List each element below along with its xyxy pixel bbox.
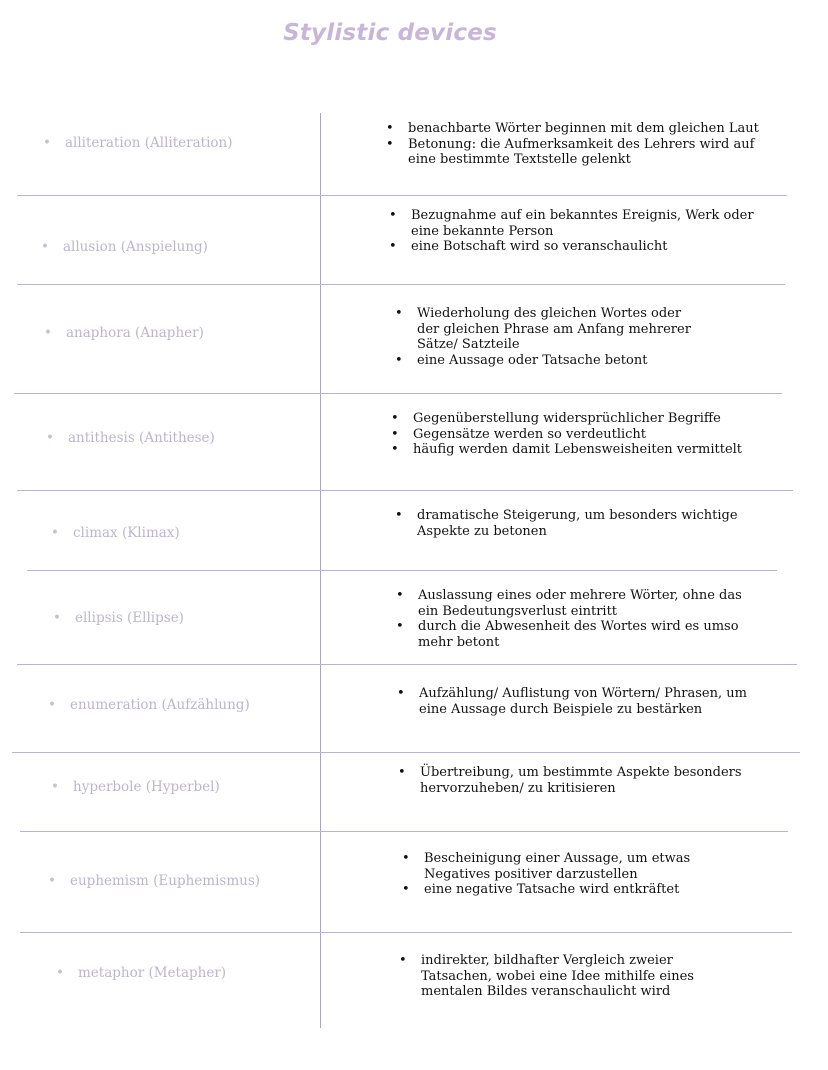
row-divider [20, 932, 792, 933]
description-point: • Gegenüberstellung widersprüchlicher Begriffe [391, 411, 771, 427]
row-divider [20, 831, 788, 832]
description-point: • durch die Abwesenheit des Wortes wird es umso mehr betont [396, 619, 756, 650]
device-description [396, 588, 756, 650]
row-divider [27, 570, 777, 571]
description-point: • Betonung: die Aufmerksamkeit des Lehrers wird auf eine bestimmte Textstelle gelenkt [386, 137, 766, 168]
description-point: • benachbarte Wörter beginnen mit dem gleichen Laut [386, 121, 766, 137]
row-divider [17, 195, 787, 196]
description-point: • Übertreibung, um bestimmte Aspekte besonders hervorzuheben/ zu kritisieren [398, 765, 768, 796]
description-point: • dramatische Steigerung, um besonders wichtige Aspekte zu betonen [395, 508, 760, 539]
device-term: • hyperbole (Hyperbel) [51, 779, 220, 795]
device-description [395, 508, 760, 539]
description-point: • Aufzählung/ Auflistung von Wörtern/ Phrasen, um eine Aussage durch Beispiele zu bestärken [397, 686, 767, 717]
description-point: • Gegensätze werden so verdeutlicht [391, 427, 771, 443]
device-description [402, 851, 722, 898]
device-term: • anaphora (Anapher) [44, 325, 204, 341]
description-point: • häufig werden damit Lebensweisheiten vermittelt [391, 442, 771, 458]
device-term: • climax (Klimax) [51, 525, 180, 541]
description-point: • Bescheinigung einer Aussage, um etwas Negatives positiver darzustellen [402, 851, 722, 882]
device-description [398, 765, 768, 796]
description-point: • Bezugnahme auf ein bekanntes Ereignis, Werk oder eine bekannte Person [389, 208, 759, 239]
device-term: • alliteration (Alliteration) [43, 135, 233, 151]
device-description [397, 686, 767, 717]
device-term: • euphemism (Euphemismus) [48, 873, 261, 889]
row-divider [12, 752, 800, 753]
device-description [386, 121, 766, 168]
description-point: • eine Botschaft wird so veranschaulicht [389, 239, 759, 255]
row-divider [17, 284, 785, 285]
description-point: • eine negative Tatsache wird entkräftet [402, 882, 722, 898]
device-description [389, 208, 759, 255]
description-point: • indirekter, bildhafter Vergleich zweier Tatsachen, wobei eine Idee mithilfe eines mentalen Bildes veranschaulicht wird [399, 953, 719, 1000]
description-point: • Auslassung eines oder mehrere Wörter, ohne das ein Bedeutungsverlust eintritt [396, 588, 756, 619]
description-point: • eine Aussage oder Tatsache betont [395, 353, 695, 369]
device-term: • allusion (Anspielung) [41, 239, 208, 255]
device-description [399, 953, 719, 1000]
device-description [395, 306, 695, 368]
device-term: • ellipsis (Ellipse) [53, 610, 184, 626]
row-divider [17, 664, 797, 665]
page-title: Stylistic devices [283, 20, 497, 46]
description-point: • Wiederholung des gleichen Wortes oder der gleichen Phrase am Anfang mehrerer Sätze/ Satzteile [395, 306, 695, 353]
row-divider [17, 490, 793, 491]
device-description [391, 411, 771, 458]
device-term: • enumeration (Aufzählung) [48, 697, 250, 713]
device-term: • metaphor (Metapher) [56, 965, 227, 981]
device-term: • antithesis (Antithese) [46, 430, 215, 446]
row-divider [14, 393, 782, 394]
